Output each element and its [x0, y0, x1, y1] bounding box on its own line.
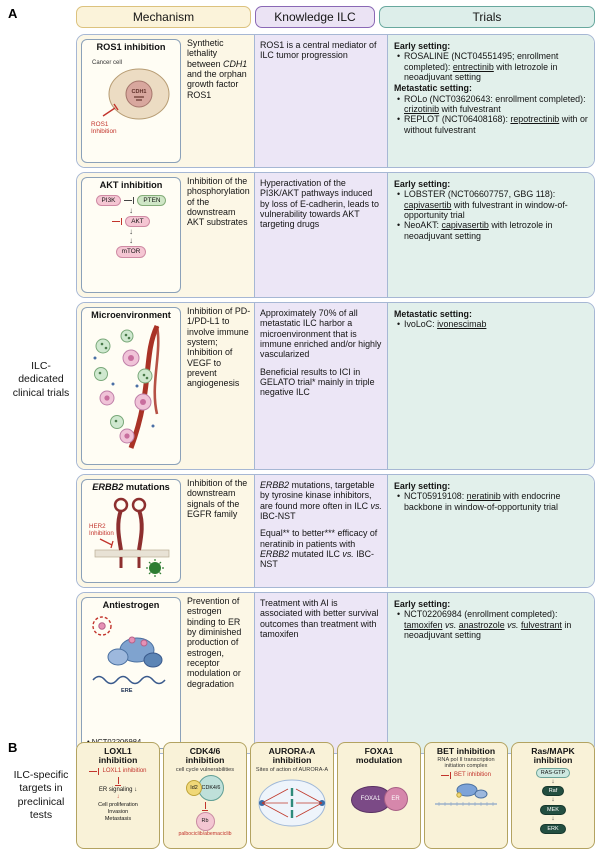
pten-node: PTEN: [137, 195, 166, 206]
mechanism-cell: [77, 475, 255, 587]
knowledge-cell: [255, 303, 388, 469]
preclinical-target-boxes: [76, 742, 595, 849]
panel-a-side-label: ILC-dedicated clinical trials: [12, 360, 70, 399]
cancer-cell-illustration: [87, 54, 175, 150]
panel-a-columns: [76, 6, 595, 754]
estrogen-receptor-illustration: [87, 612, 175, 700]
mechanism-description: Inhibition of PD-1/PD-L1 to involve immune system; Inhibition of VEGF to prevent angiogenesis: [187, 306, 251, 389]
setting-heading: Early setting:: [394, 179, 451, 189]
column-header-trials: Trials: [379, 6, 595, 28]
rb-node: Rb: [196, 812, 215, 831]
trials-cell: [388, 303, 594, 469]
mitotic-spindle-illustration: [255, 775, 329, 831]
blood-vessel-icon: [131, 326, 157, 448]
box-bet-inhibition: [424, 742, 508, 849]
arrow-down-icon: ↓: [551, 796, 555, 804]
trial-bullet-item: • LOBSTER (NCT06607757, GBG 118): capivasertib with fulvestrant in window-of-opportunity trial: [397, 189, 568, 220]
panel-b-label: B: [8, 740, 18, 755]
bullet-icon: •: [397, 93, 401, 104]
akt-pathway-illustration: [96, 192, 167, 258]
inhibition-bar-icon: [124, 196, 134, 204]
id2-node: Id2: [186, 780, 202, 796]
mechanism-description: Inhibition of the phosphorylation of the downstream AKT substrates: [187, 176, 250, 228]
arrow-down-icon: ↓: [129, 206, 133, 216]
mechanism-diagram-box: [81, 597, 181, 749]
mechanism-title: AKT inhibition: [99, 180, 163, 190]
receptor-complex-icon: [108, 637, 162, 667]
bullet-icon: •: [397, 491, 401, 502]
loxl1-illustration: [89, 768, 146, 823]
knowledge-cell: [255, 35, 388, 167]
trial-bullet-item: • NCT05919108: neratinib with endocrine backbone in window-of-opportunity trial: [397, 491, 561, 512]
bullet-icon: •: [397, 114, 401, 125]
outcome-label: Invasion: [107, 808, 129, 815]
bullet-icon: •: [397, 609, 401, 620]
cdk46-node: CDK4/6: [198, 775, 224, 801]
row-ros1-inhibition: [76, 34, 595, 168]
transcription-complex-icon: [431, 780, 501, 810]
mechanism-title: Antiestrogen: [102, 600, 160, 610]
outcome-label: Metastasis: [104, 816, 132, 823]
akt-node: AKT: [125, 216, 149, 227]
bullet-icon: •: [397, 220, 401, 231]
mechanism-cell: [77, 593, 255, 753]
bet-illustration: [431, 771, 501, 810]
mechanism-description: Inhibition of the downstream signals of the EGFR family: [187, 478, 248, 519]
trial-bullet-item: • REPLOT (NCT06408168): repotrectinib with or without fulvestrant: [397, 114, 588, 135]
row-erbb2-mutations: [76, 474, 595, 588]
knowledge-paragraph: Equal** to better*** efficacy of neratinib in patients with ERBB2 mutated ILC vs. IBC-NST: [260, 528, 378, 570]
tumor-cell-icons: [100, 350, 151, 443]
knowledge-paragraph: ERBB2 mutations, targetable by tyrosine kinase inhibitors, are found more often in ILC vs. IBC-NST: [260, 480, 382, 521]
trial-bullet-item: • NeoAKT: capivasertib with letrozole in neoadjuvant setting: [397, 220, 553, 241]
box-title: LOXL1 inhibition: [98, 746, 138, 766]
box-title: AURORA-A inhibition: [268, 746, 316, 766]
trials-cell: [388, 593, 594, 753]
mechanism-description: Prevention of estrogen binding to ER by diminished production of estrogen, receptor modulation or degradation: [187, 596, 242, 689]
box-title: BET inhibition: [436, 746, 496, 756]
mechanism-diagram-box: [81, 177, 181, 293]
column-header-mechanism: Mechanism: [76, 6, 251, 28]
trials-cell: [388, 173, 594, 297]
column-headers: [76, 6, 595, 28]
ras-gtp-node: RAS-GTP: [536, 768, 570, 778]
her2-inhibition-label-2: Inhibition: [89, 529, 114, 537]
arrow-down-icon: ↓: [551, 777, 555, 785]
her2-receptor-illustration: [87, 494, 175, 578]
mechanism-cell: [77, 303, 255, 469]
bet-inhibit-label: BET inhibition: [454, 772, 491, 779]
setting-heading: Metastatic setting:: [394, 309, 472, 319]
bullet-icon: •: [397, 319, 401, 330]
cell-membrane-icon: [95, 550, 169, 557]
row-akt-inhibition: [76, 172, 595, 298]
knowledge-paragraph: Beneficial results to ICI in GELATO trial* mainly in triple negative ILC: [260, 366, 375, 398]
panel-a-label: A: [8, 6, 18, 21]
spindle-icon: [255, 775, 329, 831]
setting-heading: Early setting:: [394, 41, 451, 51]
arrow-down-icon: ↓: [129, 236, 133, 246]
trial-bullet-item: • IvoLoC: ivonescimab: [397, 319, 487, 330]
cancer-cell-label: Cancer cell: [92, 59, 123, 66]
setting-heading: Early setting:: [394, 599, 451, 609]
box-title: Ras/MAPK inhibition: [531, 746, 575, 766]
trials-cell: [388, 35, 594, 167]
blocked-estrogen-icon: [93, 617, 111, 635]
box-foxa1-modulation: [337, 742, 421, 849]
mtor-node: mTOR: [116, 246, 147, 257]
setting-heading: Metastatic setting:: [394, 83, 472, 94]
arrow-down-icon: ↓: [116, 794, 120, 801]
trials-cell: [388, 475, 594, 587]
box-subtitle: Sites of action of AURORA-A: [255, 766, 329, 773]
mechanism-title: ROS1 inhibition: [96, 42, 166, 52]
mechanism-cell: [77, 173, 255, 297]
box-ras-mapk-inhibition: [511, 742, 595, 849]
knowledge-cell: [255, 593, 388, 753]
knowledge-paragraph: Treatment with AI is associated with better survival outcomes than treatment with tamoxifen: [260, 598, 379, 639]
ere-label: ERE: [121, 687, 133, 694]
knowledge-paragraph: Approximately 70% of all metastatic ILC harbor a microenvironment that is immune enriched and/or highly vascularized: [260, 308, 382, 360]
ros1-inhibition-label-2: Inhibition: [91, 127, 117, 135]
ros1-inhibition-label: ROS1: [91, 120, 109, 128]
row-antiestrogen: [76, 592, 595, 754]
arrow-down-icon: ↓: [551, 815, 555, 823]
mechanism-diagram-box: [81, 479, 181, 583]
box-subtitle: RNA pol II transcription initiation complex: [437, 757, 495, 770]
her2-inhibition-label: HER2: [89, 522, 106, 530]
arrow-down-icon: ↓: [129, 227, 133, 237]
trial-bullet-item: • ROLo (NCT03620643: enrollment completed): crizotinib with fulvestrant: [397, 93, 586, 114]
mek-node: MEK: [540, 805, 566, 815]
bullet-icon: •: [397, 51, 401, 62]
mechanism-title: ERBB2 mutations: [92, 482, 170, 492]
inhibition-bar-down-icon: [114, 777, 122, 786]
er-node: ER: [384, 787, 408, 811]
knowledge-cell: [255, 475, 388, 587]
loxl1-inhibit-label: LOXL1 inhibition: [102, 768, 147, 775]
box-title: CDK4/6 inhibition: [185, 746, 225, 766]
inhibition-bar-icon: [441, 771, 451, 779]
pi3k-node: PI3K: [96, 195, 122, 206]
inhibition-arrow-icon: [100, 539, 113, 548]
cdk-drug-label: palbociclib/abemaciclib: [178, 830, 232, 837]
box-subtitle: cell cycle vulnerabilities: [175, 766, 235, 773]
foxa1-node: FOXA1: [351, 786, 391, 813]
raf-node: Raf: [542, 786, 565, 796]
mechanism-diagram-box: [81, 39, 181, 163]
inhibition-bar-down-icon: [201, 802, 209, 811]
foxa1-illustration: [351, 786, 408, 813]
knowledge-paragraph: ROS1 is a central mediator of ILC tumor progression: [260, 40, 377, 61]
setting-heading: Early setting:: [394, 481, 451, 491]
mechanism-title: Microenvironment: [91, 310, 171, 320]
mechanism-diagram-box: [81, 307, 181, 465]
bullet-icon: •: [397, 189, 401, 200]
mechanism-description: Synthetic lethality between CDH1 and the orphan growth factor ROS1: [187, 38, 248, 100]
tumor-microenvironment-illustration: [87, 322, 175, 454]
cdk46-illustration: [178, 775, 231, 838]
box-title: FOXA1 modulation: [355, 746, 403, 766]
trial-bullet-item: • ROSALINE (NCT04551495; enrollment completed): entrectinib with letrozole in neoadjuvant setting: [397, 51, 559, 82]
her2-receptor-icon: [115, 499, 145, 568]
panel-b-side-label: ILC-specific targets in preclinical tests: [13, 769, 69, 821]
panel-a: [6, 4, 595, 754]
trial-bullet-item: • NCT02206984 (enrollment completed): tamoxifen vs. anastrozole vs. fulvestrant in neoadjuvant setting: [397, 609, 572, 640]
box-cdk46-inhibition: [163, 742, 247, 849]
row-microenvironment: [76, 302, 595, 470]
knowledge-paragraph: Hyperactivation of the PI3K/AKT pathways induced by loss of E-cadherin, leads to vulnerability towards AKT targeting drugs: [260, 178, 379, 230]
drug-molecule-icon: [146, 559, 164, 577]
column-header-knowledge-ilc: Knowledge ILC: [255, 6, 375, 28]
mechanism-cell: [77, 35, 255, 167]
erk-node: ERK: [540, 824, 565, 834]
box-loxl1-inhibition: [76, 742, 160, 849]
ras-mapk-illustration: [536, 768, 570, 834]
dna-icon: [93, 676, 165, 683]
knowledge-cell: [255, 173, 388, 297]
er-signaling-label: ER signaling ↓: [98, 786, 138, 793]
inhibition-bar-icon: [89, 768, 99, 776]
cdh1-gene-label: CDH1: [131, 88, 147, 95]
panel-b: [6, 740, 595, 849]
box-aurora-a-inhibition: [250, 742, 334, 849]
akt-inhibition-icon: [112, 218, 122, 226]
outcome-label: Cell proliferation: [98, 801, 138, 808]
